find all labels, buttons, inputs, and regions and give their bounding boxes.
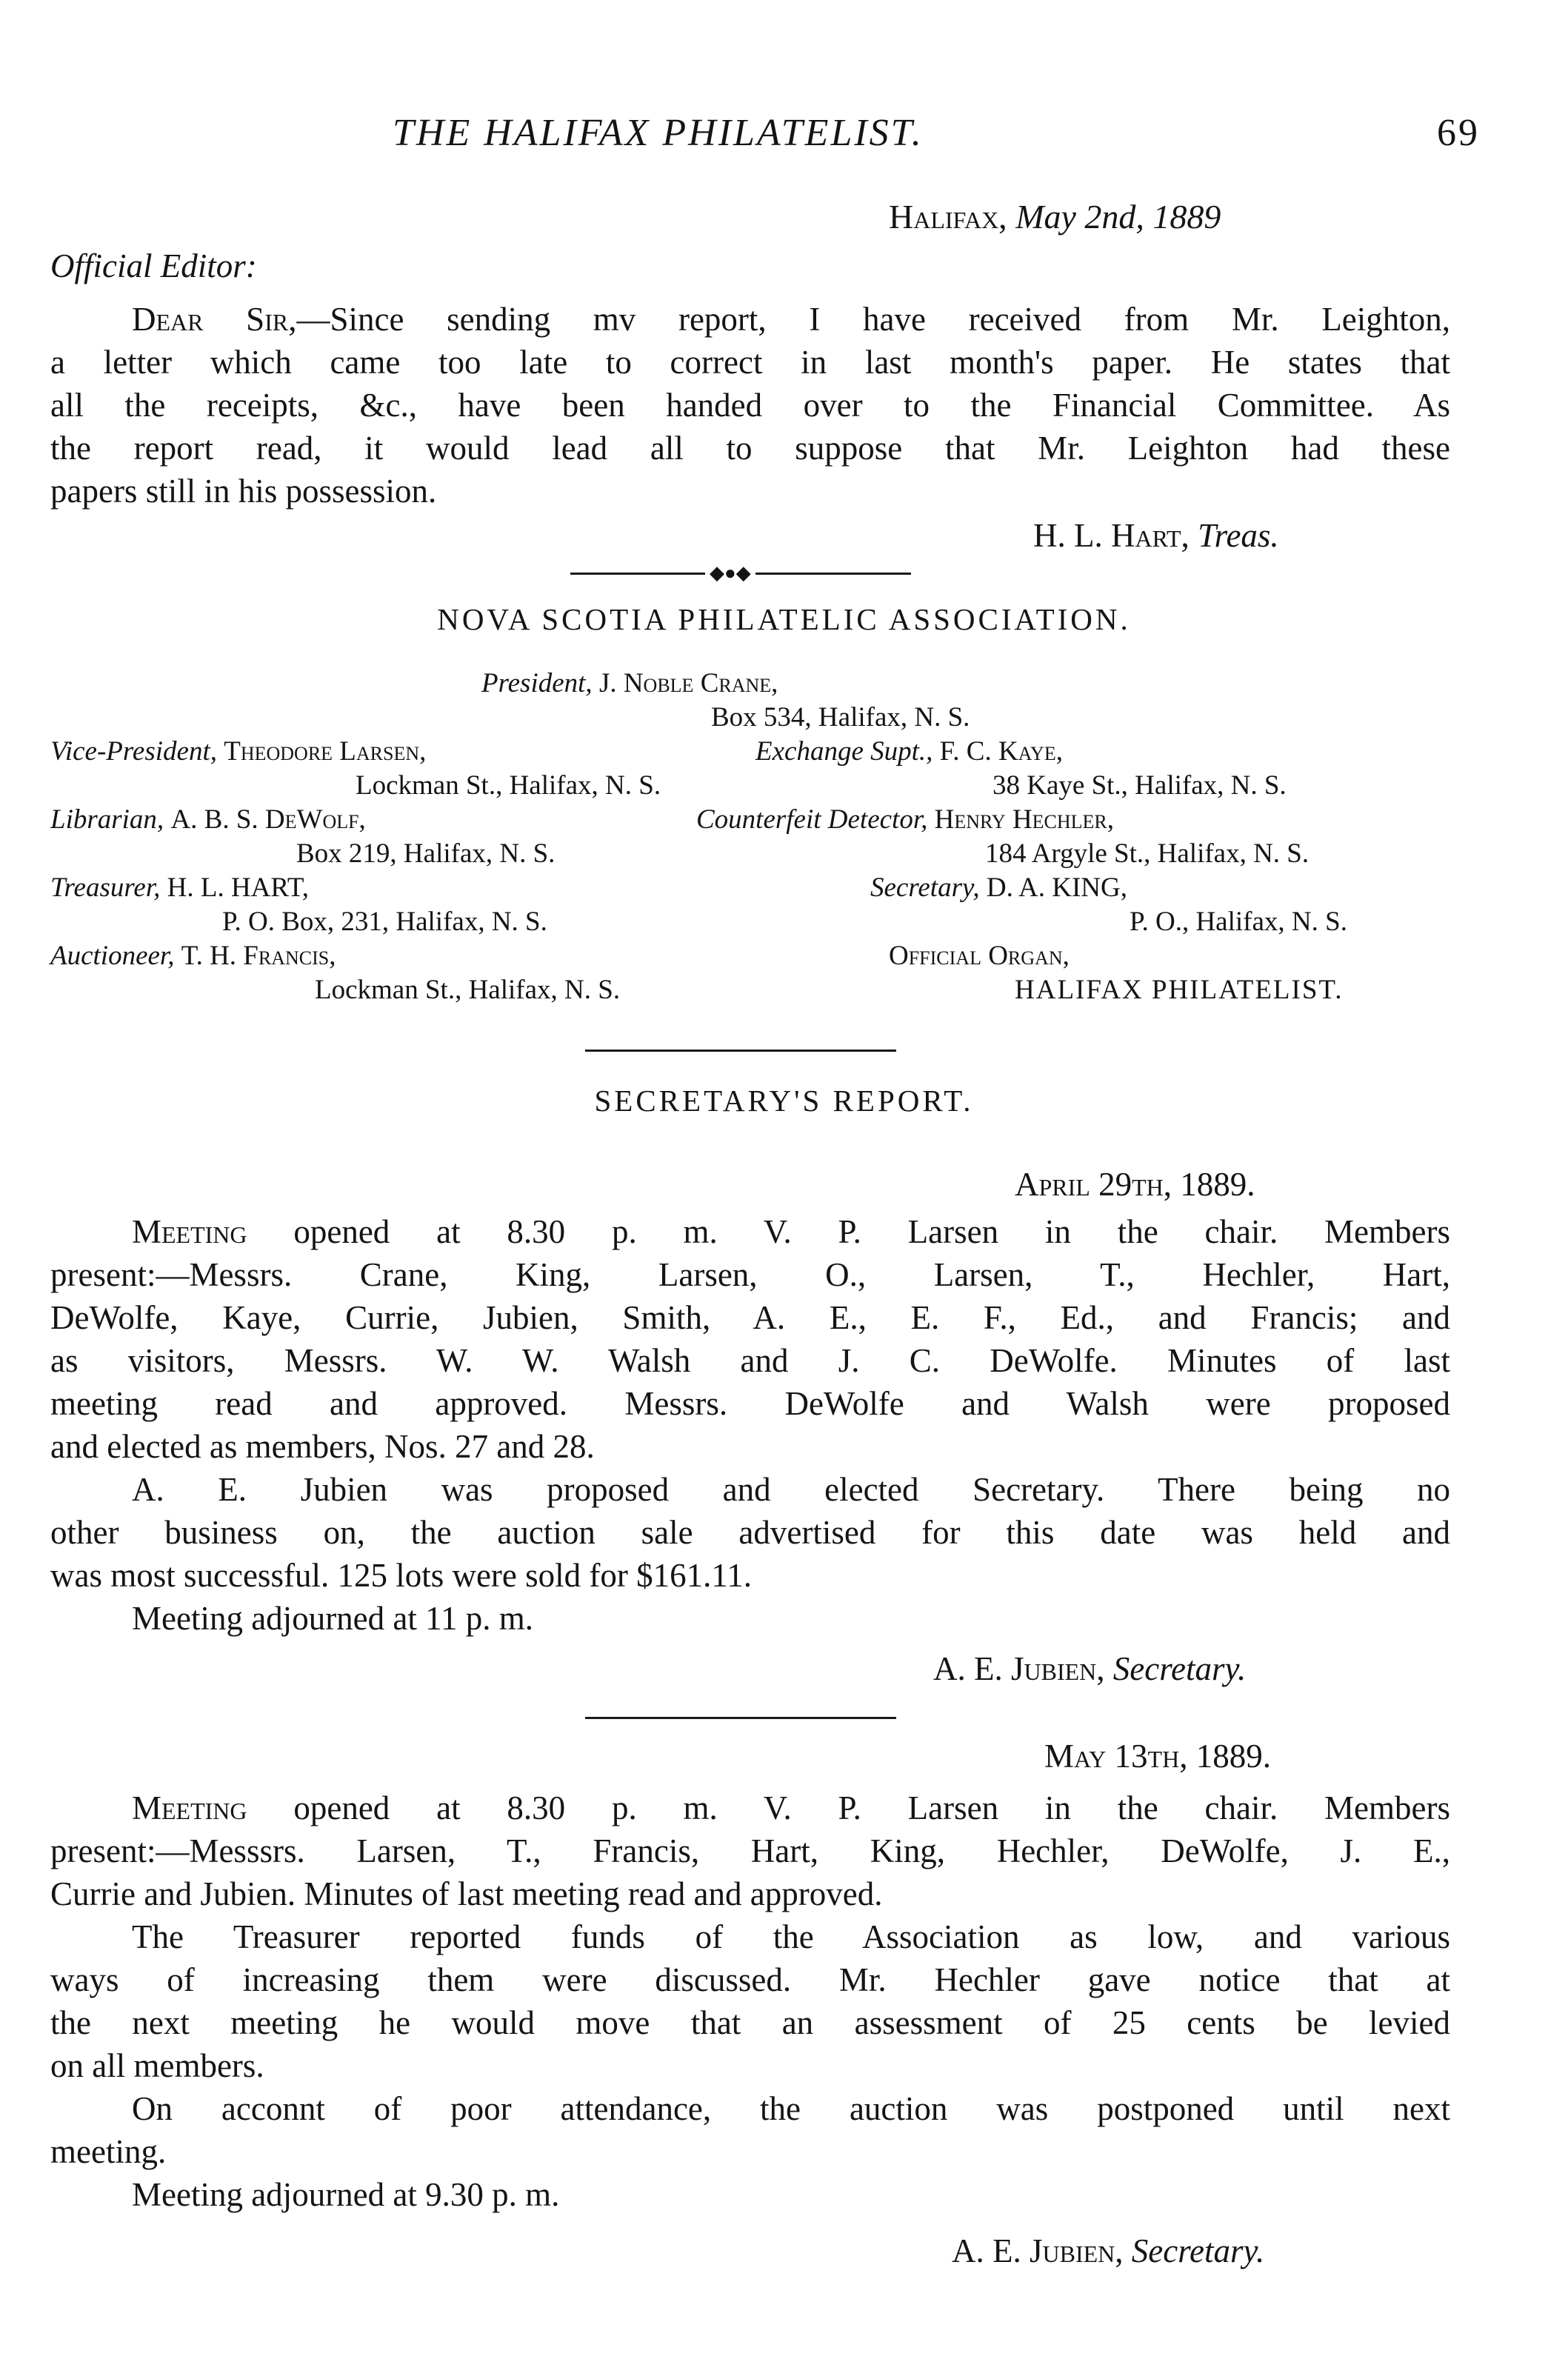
officer-name: Henry Hechler, (934, 804, 1115, 835)
minutes-line (50, 1786, 1450, 1829)
minutes-line: On acconnt of poor attendance, the auction was postponed until next (132, 2090, 1450, 2127)
section-rule (585, 1717, 896, 1719)
letter-line-text: —Since sending mv report, I have received from Mr. Leighton, (296, 301, 1450, 338)
minutes-line: Meeting adjourned at 11 p. m. (132, 1600, 533, 1637)
signature-title: Treas. (1198, 517, 1279, 554)
minutes-line: The Treasurer reported funds of the Association as low, and various (132, 1918, 1450, 1955)
officer-role: Exchange Supt., (755, 736, 933, 767)
minutes-lead: Meeting (132, 1213, 247, 1250)
running-title: THE HALIFAX PHILATELIST. (393, 112, 924, 154)
officer-name: J. Noble Crane, (598, 668, 778, 698)
minutes-line: meeting. (50, 2133, 167, 2170)
minutes-line: Meeting adjourned at 9.30 p. m. (132, 2176, 560, 2213)
officer-name: Theodore Larsen, (224, 736, 427, 767)
officer-name: H. L. HART, (167, 872, 309, 903)
officer-role: Secretary, (870, 872, 980, 903)
treasurer-address: P. O. Box, 231, Halifax, N. S. (222, 907, 547, 937)
minutes-line-text: opened at 8.30 p. m. V. P. Larsen in the chair. Members (247, 1789, 1450, 1826)
letter-line: the report read, it would lead all to suppose that Mr. Leighton had these (50, 430, 1450, 467)
letter-dateline (889, 196, 1221, 238)
signature-title: Secretary. (1131, 2232, 1265, 2269)
vice-president-entry (50, 735, 426, 769)
officer-role: Treasurer, (50, 872, 161, 903)
secretary-entry (870, 871, 1127, 905)
president-address: Box 534, Halifax, N. S. (711, 702, 970, 733)
officer-role: Vice-President, (50, 736, 217, 767)
minutes-line: Currie and Jubien. Minutes of last meeting read and approved. (50, 1875, 883, 1912)
signature-name: A. E. Jubien, (952, 2232, 1124, 2269)
minutes-line: present:—Messrs. Crane, King, Larsen, O., Larsen, T., Hechler, Hart, (50, 1256, 1450, 1293)
signature-title: Secretary. (1112, 1650, 1247, 1687)
meeting2-signature (952, 2229, 1264, 2272)
page-number: 69 (1437, 112, 1480, 154)
minutes-lead: Meeting (132, 1789, 247, 1826)
signature-name: H. L. Hart, (1033, 517, 1190, 554)
auctioneer-entry (50, 939, 336, 973)
minutes-line: other business on, the auction sale advertised for this date was held and (50, 1514, 1450, 1551)
dateline-place: Halifax, (889, 198, 1007, 236)
officer-role: Librarian, (50, 804, 164, 835)
president-entry (481, 667, 778, 701)
meeting1-signature (933, 1647, 1246, 1690)
minutes-line: on all members. (50, 2047, 264, 2084)
minutes-line: was most successful. 125 lots were sold for $161.11. (50, 1557, 752, 1594)
officer-name: A. B. S. DeWolf, (170, 804, 366, 835)
officer-role: Counterfeit Detector, (696, 804, 928, 835)
letter-line: papers still in his possession. (50, 473, 437, 510)
meeting2-minutes (50, 1786, 1450, 2216)
ornament-dots: ◆●◆ (705, 563, 755, 584)
counterfeit-detector-entry (696, 803, 1114, 837)
auctioneer-address: Lockman St., Halifax, N. S. (315, 975, 621, 1005)
letter-addressee: Official Editor: (50, 247, 257, 284)
meeting1-minutes (50, 1210, 1450, 1640)
officer-role: President, (481, 668, 593, 698)
official-organ-name: HALIFAX PHILATELIST. (1015, 975, 1344, 1005)
minutes-line: DeWolfe, Kaye, Currie, Jubien, Smith, A. E., E. F., Ed., and Francis; and (50, 1299, 1450, 1336)
minutes-line: present:—Messsrs. Larsen, T., Francis, Hart, King, Hechler, DeWolfe, J. E., (50, 1832, 1450, 1869)
association-title: NOVA SCOTIA PHILATELIC ASSOCIATION. (437, 602, 1131, 636)
letter-line (50, 298, 1450, 341)
minutes-line-text: opened at 8.30 p. m. V. P. Larsen in the chair. Members (247, 1213, 1450, 1250)
minutes-line: meeting read and approved. Messrs. DeWolfe and Walsh were proposed (50, 1385, 1450, 1422)
minutes-line (50, 1210, 1450, 1253)
counterfeit-detector-address: 184 Argyle St., Halifax, N. S. (985, 838, 1310, 869)
letter-line: a letter which came too late to correct in last month's paper. He states that (50, 344, 1450, 381)
letter-signature (1033, 514, 1279, 557)
letter-body (50, 298, 1450, 513)
secretary-address: P. O., Halifax, N. S. (1130, 907, 1347, 937)
treasurer-entry (50, 871, 309, 905)
exchange-supt-entry (755, 735, 1063, 769)
minutes-line: the next meeting he would move that an assessment of 25 cents be levied (50, 2004, 1450, 2041)
meeting1-date: April 29th, 1889. (1015, 1166, 1255, 1203)
librarian-entry (50, 803, 366, 837)
letter-line: all the receipts, &c., have been handed over to the Financial Committee. As (50, 387, 1450, 424)
officer-name: D. A. KING, (986, 872, 1127, 903)
dateline-date: May 2nd, 1889 (1015, 198, 1221, 236)
minutes-line: ways of increasing them were discussed. Mr. Hechler gave notice that at (50, 1961, 1450, 1998)
minutes-line: and elected as members, Nos. 27 and 28. (50, 1428, 595, 1465)
minutes-line: A. E. Jubien was proposed and elected Secretary. There being no (132, 1471, 1450, 1508)
officer-role: Auctioneer, (50, 941, 175, 971)
officer-name: T. H. Francis, (181, 941, 336, 971)
report-title: SECRETARY'S REPORT. (594, 1084, 974, 1118)
official-organ-label: Official Organ, (889, 941, 1070, 971)
officer-name: F. C. Kaye, (939, 736, 1063, 767)
letter-salutation: Dear Sir, (132, 301, 297, 338)
vice-president-address: Lockman St., Halifax, N. S. (356, 770, 661, 801)
minutes-line: as visitors, Messrs. W. W. Walsh and J. C. DeWolfe. Minutes of last (50, 1342, 1450, 1379)
librarian-address: Box 219, Halifax, N. S. (296, 838, 556, 869)
signature-name: A. E. Jubien, (933, 1650, 1105, 1687)
exchange-supt-address: 38 Kaye St., Halifax, N. S. (992, 770, 1287, 801)
section-rule (585, 1050, 896, 1052)
meeting2-date: May 13th, 1889. (1044, 1738, 1271, 1775)
